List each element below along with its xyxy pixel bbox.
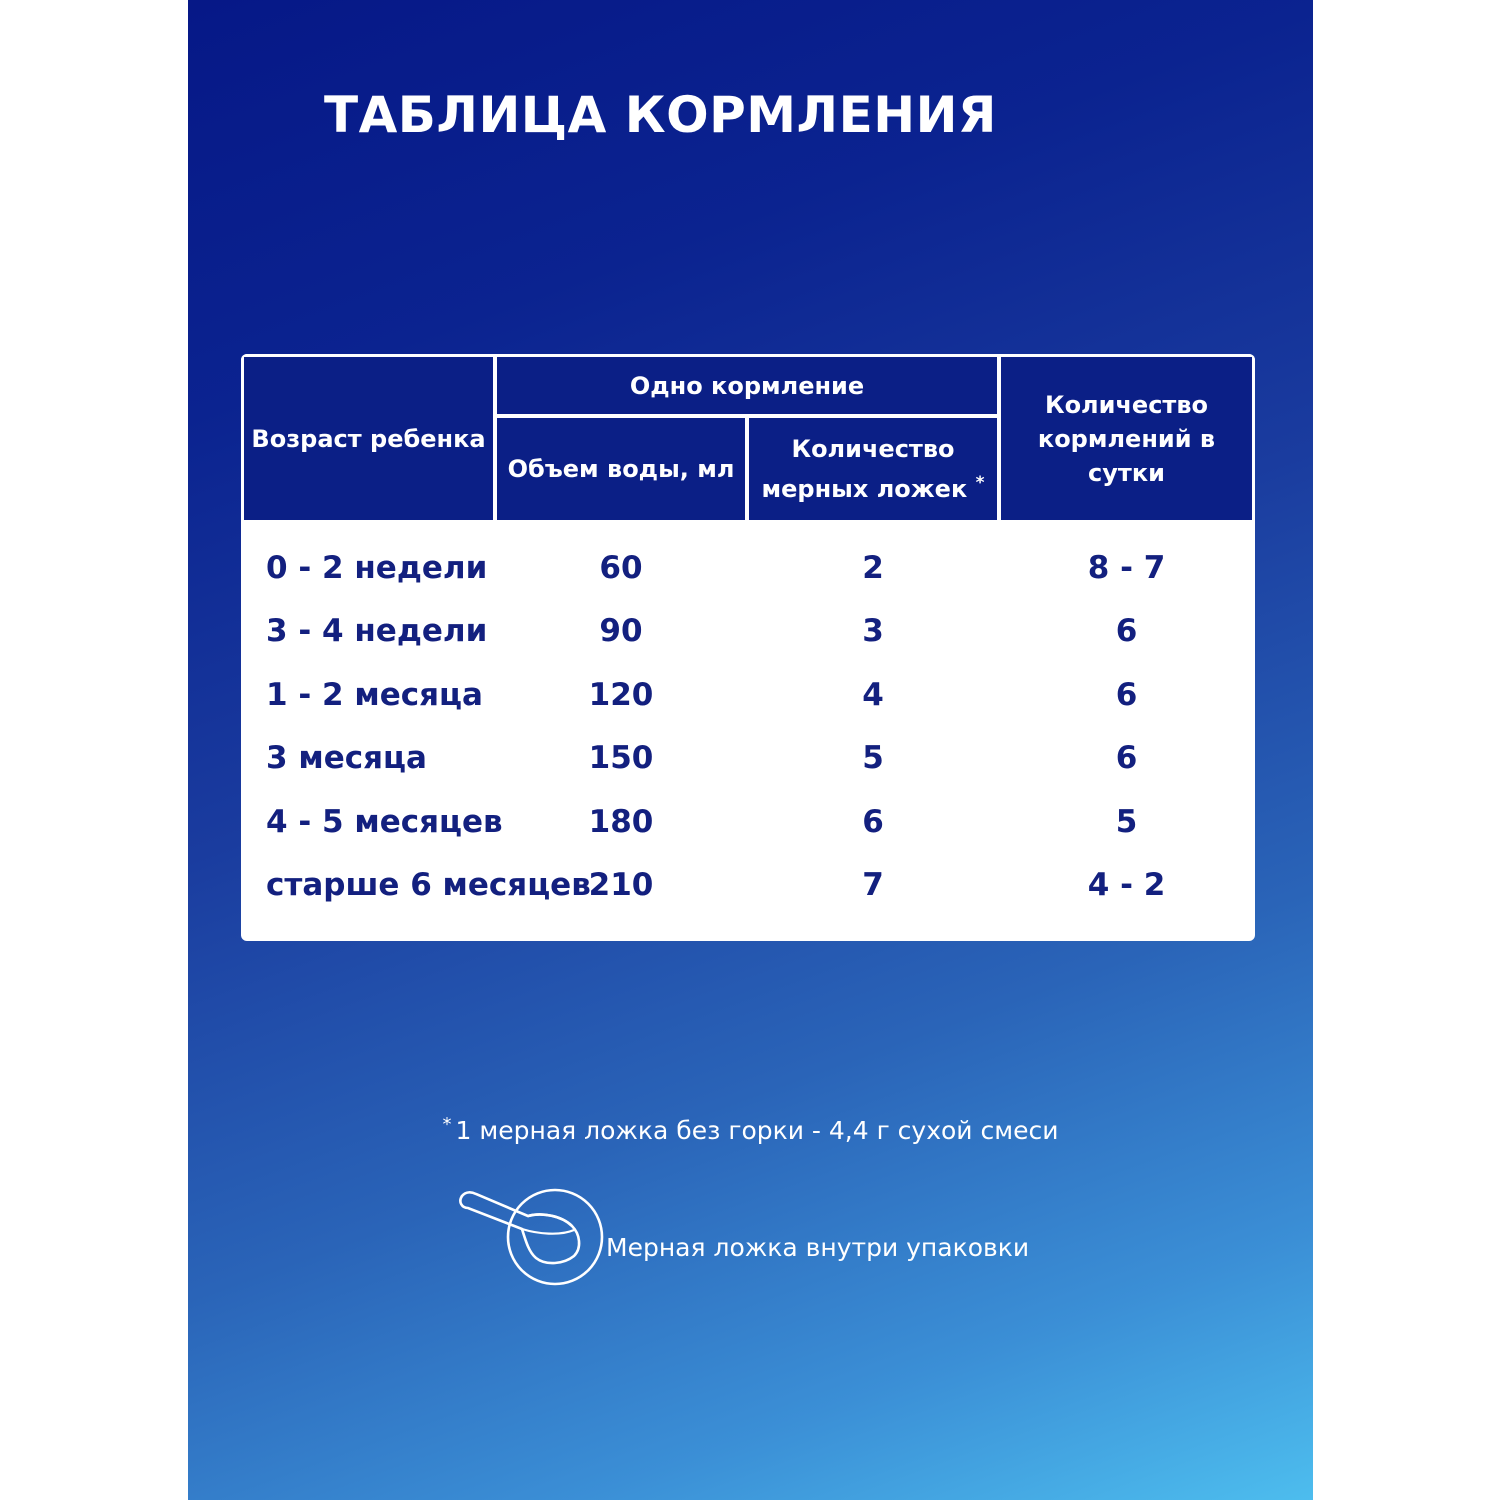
cell-age: 3 - 4 недели	[266, 612, 488, 649]
cell-water: 90	[599, 612, 643, 649]
spoon-note-text: Мерная ложка внутри упаковки	[606, 1233, 1030, 1262]
header-feedings-line1: Количество	[1044, 390, 1209, 419]
cell-feedings: 6	[1115, 739, 1138, 776]
header-water-volume-label: Объем воды, мл	[507, 455, 735, 483]
footnote-mark: *	[442, 1114, 452, 1135]
feeding-table	[241, 354, 1255, 941]
header-age-label: Возраст ребенка	[251, 424, 486, 453]
header-feedings-per-day	[1001, 357, 1252, 520]
cell-feedings: 8 - 7	[1087, 549, 1166, 586]
measuring-spoon-icon	[456, 1186, 606, 1288]
cell-feedings: 4 - 2	[1087, 866, 1166, 903]
cell-feedings: 5	[1115, 803, 1138, 840]
cell-water: 120	[588, 676, 654, 713]
cell-water: 150	[588, 739, 654, 776]
table-row	[241, 853, 1255, 916]
cell-feedings: 6	[1115, 676, 1138, 713]
cell-water: 60	[599, 549, 643, 586]
header-feedings-label	[1001, 388, 1252, 490]
cell-feedings: 6	[1115, 612, 1138, 649]
cell-water: 210	[588, 866, 654, 903]
header-spoons-label	[762, 432, 985, 506]
table-row	[241, 536, 1255, 599]
cell-spoons: 5	[862, 739, 884, 776]
cell-spoons: 4	[862, 676, 884, 713]
header-spoons-mark: *	[975, 473, 985, 493]
header-spoons-line1: Количество	[791, 435, 955, 463]
table-header	[241, 354, 1255, 520]
header-feedings-line2: кормлений в сутки	[1037, 424, 1216, 487]
cell-age: 1 - 2 месяца	[266, 676, 483, 713]
cell-water: 180	[588, 803, 654, 840]
header-one-feeding-label: Одно кормление	[629, 371, 865, 400]
table-row	[241, 663, 1255, 726]
header-spoons	[749, 418, 997, 520]
cell-spoons: 6	[862, 803, 884, 840]
table-row	[241, 599, 1255, 662]
footnote	[188, 1116, 1313, 1145]
header-spoons-line2: мерных ложек	[761, 475, 968, 503]
cell-age: 3 месяца	[266, 739, 427, 776]
cell-age: старше 6 месяцев	[266, 866, 591, 903]
cell-spoons: 7	[862, 866, 884, 903]
cell-age: 0 - 2 недели	[266, 549, 488, 586]
header-one-feeding	[497, 357, 997, 414]
page-title: ТАБЛИЦА КОРМЛЕНИЯ	[324, 86, 997, 144]
table-row	[241, 726, 1255, 789]
feeding-table-panel	[188, 0, 1313, 1500]
table-row	[241, 790, 1255, 853]
footnote-text: 1 мерная ложка без горки - 4,4 г сухой смеси	[455, 1116, 1059, 1145]
header-age	[244, 357, 493, 520]
cell-spoons: 2	[862, 549, 884, 586]
cell-spoons: 3	[862, 612, 884, 649]
header-water-volume	[497, 418, 745, 520]
cell-age: 4 - 5 месяцев	[266, 803, 503, 840]
